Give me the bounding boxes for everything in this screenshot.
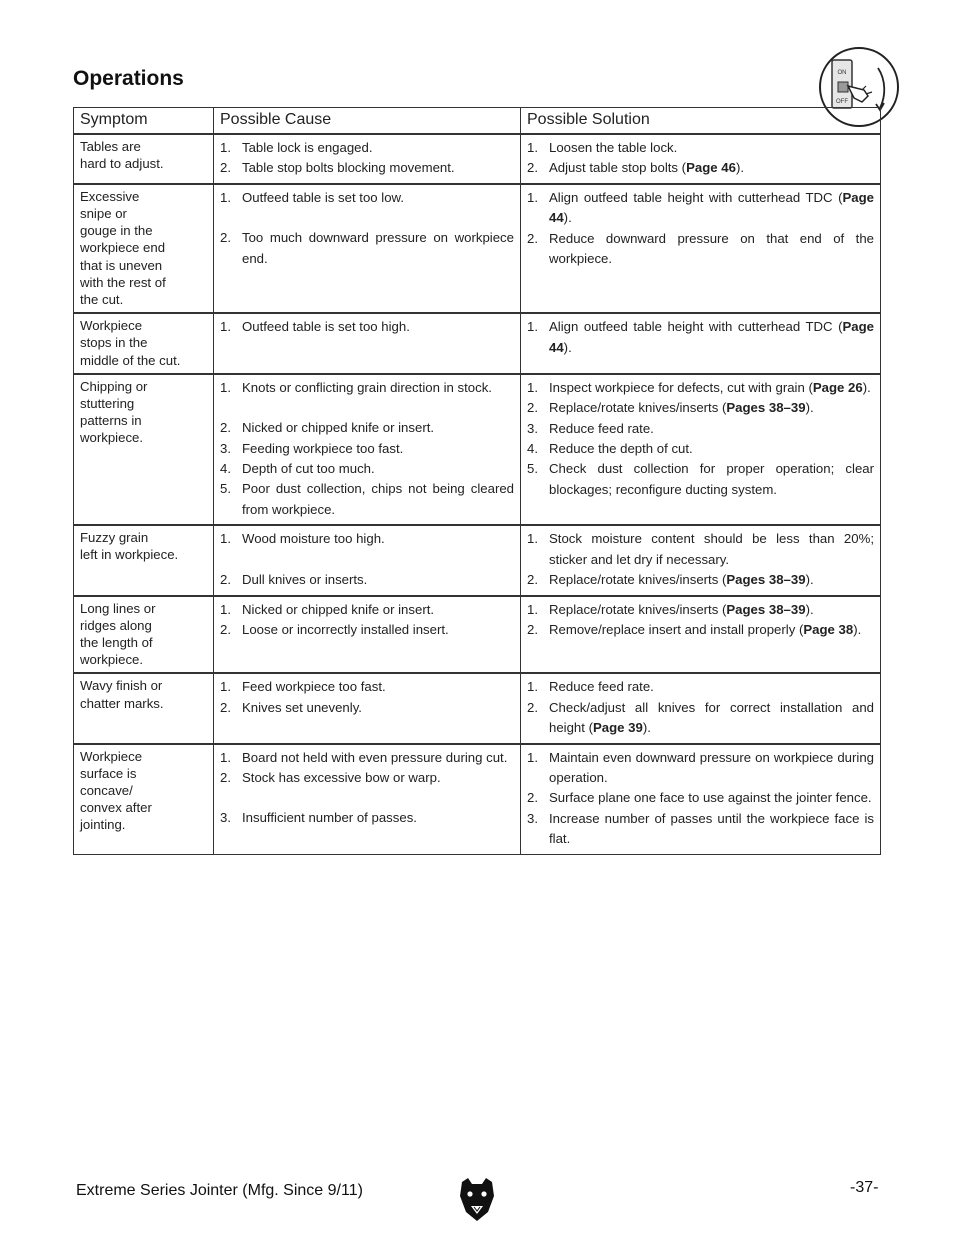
list-item <box>527 698 874 739</box>
solution-list <box>527 378 874 500</box>
list-item <box>527 600 874 620</box>
item-text <box>549 188 874 229</box>
item-text <box>242 620 514 640</box>
item-number: 2. <box>220 230 231 246</box>
list-item <box>527 677 874 697</box>
item-text <box>549 570 874 590</box>
item-number: 2. <box>220 571 231 587</box>
list-item <box>527 809 874 850</box>
header-possible-cause: Possible Cause <box>214 108 521 135</box>
item-text <box>242 459 514 479</box>
list-item <box>220 768 514 788</box>
header-symptom: Symptom <box>74 108 214 135</box>
cause-list <box>220 188 514 269</box>
list-item <box>220 418 514 438</box>
solution-cell <box>521 313 881 374</box>
page-reference: Page 38 <box>803 621 854 637</box>
item-text-body: Increase number of passes until the workpiece face is flat. <box>549 810 874 847</box>
item-text-body: Align outfeed table height with cutterhead TDC ( <box>549 319 843 335</box>
table-row <box>74 525 881 595</box>
solution-list <box>527 317 874 358</box>
item-number: 2. <box>527 230 538 246</box>
list-item <box>220 317 514 337</box>
list-item <box>220 158 514 178</box>
solution-cell <box>521 673 881 743</box>
item-text <box>242 677 514 697</box>
item-text-body: Loosen the table lock. <box>549 140 678 155</box>
item-text-suffix: ). <box>853 621 862 637</box>
solution-list <box>527 188 874 270</box>
item-text <box>242 158 514 178</box>
item-text-body: Insufficient number of passes. <box>242 810 417 826</box>
item-text-body: Too much downward pressure on workpiece end. <box>242 230 514 266</box>
item-text-body: Reduce feed rate. <box>549 679 654 695</box>
item-text <box>242 138 514 158</box>
table-row <box>74 596 881 674</box>
item-text <box>242 479 514 520</box>
list-item <box>527 788 874 808</box>
list-item <box>527 529 874 570</box>
item-text-suffix: ). <box>563 210 572 226</box>
list-item <box>527 398 874 418</box>
solution-list <box>527 138 874 179</box>
list-item <box>220 188 514 208</box>
item-text <box>549 229 874 270</box>
list-item <box>527 419 874 439</box>
item-number: 4. <box>527 441 538 457</box>
list-item <box>220 228 514 269</box>
item-text-body: Reduce feed rate. <box>549 420 654 436</box>
solution-list <box>527 600 874 641</box>
symptom-cell: Excessive snipe or gouge in the workpiece end that is uneven with the rest of the cut. <box>74 184 214 313</box>
list-item <box>220 600 514 620</box>
item-text-body: Adjust table stop bolts ( <box>549 160 687 176</box>
page-number: -37- <box>850 1179 879 1196</box>
item-text <box>549 378 874 398</box>
solution-list <box>527 677 874 738</box>
symptom-cell: Fuzzy grain left in workpiece. <box>74 525 214 595</box>
solution-cell <box>521 184 881 313</box>
solution-cell <box>521 525 881 595</box>
item-text-body: Reduce the depth of cut. <box>549 441 693 457</box>
table-row <box>74 313 881 374</box>
list-item <box>220 378 514 398</box>
item-text-suffix: ). <box>805 400 814 416</box>
item-text-suffix: ). <box>805 601 814 617</box>
list-item <box>220 748 514 768</box>
item-text-body: Check dust collection for proper operation; clear blockages; reconfigure ducting system. <box>549 461 874 497</box>
item-text <box>549 158 874 178</box>
cause-cell <box>214 134 521 184</box>
table-row <box>74 134 881 184</box>
item-number: 2. <box>527 621 538 637</box>
cause-cell <box>214 596 521 674</box>
item-number: 2. <box>527 790 538 806</box>
item-text-body: Stock moisture content should be less than 20%; sticker and let dry if necessary. <box>549 531 874 567</box>
item-text <box>549 600 874 620</box>
item-text <box>549 439 874 459</box>
list-item <box>220 620 514 640</box>
item-text-body: Table lock is engaged. <box>242 140 373 155</box>
item-text-body: Stock has excessive bow or warp. <box>242 769 441 785</box>
item-number: 1. <box>527 140 538 155</box>
list-item <box>527 158 874 178</box>
item-number: 2. <box>220 621 231 637</box>
list-item <box>220 138 514 158</box>
page-reference: Pages 38–39 <box>726 572 806 588</box>
item-number: 2. <box>220 160 231 176</box>
item-number: 3. <box>220 440 231 456</box>
item-text <box>549 809 874 850</box>
item-text <box>549 138 874 158</box>
solution-list <box>527 529 874 590</box>
table-row <box>74 184 881 313</box>
cause-cell <box>214 184 521 313</box>
item-number: 2. <box>527 400 538 416</box>
item-text-body: Loose or incorrectly installed insert. <box>242 621 449 637</box>
cause-cell <box>214 744 521 855</box>
page-reference: Page 26 <box>812 379 863 395</box>
item-text-body: Feeding workpiece too fast. <box>242 440 404 456</box>
list-item <box>527 317 874 358</box>
item-text-body: Inspect workpiece for defects, cut with grain ( <box>549 379 813 395</box>
list-item <box>527 459 874 500</box>
item-text <box>549 317 874 358</box>
item-text-body: Board not held with even pressure during cut. <box>242 749 508 765</box>
item-number: 1. <box>220 319 231 335</box>
item-text <box>549 620 874 640</box>
item-text-suffix: ). <box>563 339 572 355</box>
item-text-body: Replace/rotate knives/inserts ( <box>549 601 727 617</box>
item-text-suffix: ). <box>805 572 814 588</box>
item-text <box>549 748 874 789</box>
solution-cell <box>521 596 881 674</box>
item-text-body: Reduce downward pressure on that end of the workpiece. <box>549 230 874 267</box>
item-number: 4. <box>220 461 231 477</box>
item-number: 1. <box>527 601 538 617</box>
item-number: 5. <box>527 461 538 477</box>
item-number: 1. <box>220 531 231 547</box>
item-text <box>549 698 874 739</box>
item-text-body: Outfeed table is set too low. <box>242 189 405 205</box>
item-text <box>242 418 514 438</box>
cause-list <box>220 677 514 718</box>
item-number: 2. <box>527 160 538 176</box>
page-reference: Pages 38–39 <box>726 601 806 617</box>
item-text-body: Knives set unevenly. <box>242 699 362 715</box>
item-text-body: Feed workpiece too fast. <box>242 679 386 695</box>
cause-cell <box>214 374 521 525</box>
item-text <box>242 808 514 828</box>
item-text <box>242 570 514 590</box>
list-item <box>527 620 874 640</box>
item-text-body: Poor dust collection, chips not being cleared from workpiece. <box>242 481 514 517</box>
table-row <box>74 673 881 743</box>
item-text <box>549 419 874 439</box>
symptom-cell: Chipping or stuttering patterns in workpiece. <box>74 374 214 525</box>
solution-cell <box>521 374 881 525</box>
list-item <box>527 748 874 789</box>
list-item <box>527 138 874 158</box>
item-text <box>242 378 514 398</box>
cause-list <box>220 600 514 641</box>
symptom-cell: Workpiece surface is concave/ convex after jointing. <box>74 744 214 855</box>
list-item <box>527 229 874 270</box>
item-number: 2. <box>527 572 538 588</box>
item-text-body: Nicked or chipped knife or insert. <box>242 601 435 617</box>
item-number: 1. <box>527 531 538 547</box>
item-text <box>549 677 874 697</box>
cause-cell <box>214 313 521 374</box>
troubleshooting-table <box>73 107 881 855</box>
item-number: 1. <box>527 319 538 335</box>
cause-list <box>220 138 514 179</box>
list-item <box>220 570 514 590</box>
footer-manual-title: Extreme Series Jointer (Mfg. Since 9/11) <box>76 1182 363 1199</box>
cause-cell <box>214 673 521 743</box>
item-text-suffix: ). <box>735 160 744 176</box>
item-number: 1. <box>527 749 538 765</box>
item-text-body: Knots or conflicting grain direction in stock. <box>242 379 492 395</box>
item-number: 2. <box>220 769 231 785</box>
solution-cell <box>521 134 881 184</box>
page-reference: Pages 38–39 <box>726 400 806 416</box>
item-text <box>242 748 514 768</box>
list-item <box>527 439 874 459</box>
list-item <box>220 459 514 479</box>
solution-cell <box>521 744 881 855</box>
item-text-body: Surface plane one face to use against the jointer fence. <box>549 790 872 806</box>
item-number: 2. <box>527 699 538 715</box>
item-number: 1. <box>527 189 538 205</box>
item-text-suffix: ). <box>642 720 651 736</box>
item-text <box>242 228 514 269</box>
switch-off-label: OFF <box>836 99 848 105</box>
item-text-body: Check/adjust all knives for correct installation and height ( <box>549 699 874 736</box>
item-text-body: Maintain even downward pressure on workpiece during operation. <box>549 749 874 785</box>
table-header-row <box>74 108 881 135</box>
list-item <box>220 698 514 718</box>
list-item <box>527 378 874 398</box>
table-row <box>74 374 881 525</box>
symptom-cell: Long lines or ridges along the length of workpiece. <box>74 596 214 674</box>
item-number: 1. <box>527 679 538 695</box>
item-text-body: Table stop bolts blocking movement. <box>242 160 455 176</box>
item-text-body: Align outfeed table height with cutterhead TDC ( <box>549 189 843 205</box>
item-text <box>549 459 874 500</box>
list-item <box>220 439 514 459</box>
item-number: 1. <box>220 140 231 155</box>
page-title: Operations <box>73 67 184 90</box>
symptom-cell: Workpiece stops in the middle of the cut. <box>74 313 214 374</box>
page-reference: Page 44 <box>549 189 874 226</box>
header-possible-solution: Possible Solution <box>521 108 881 135</box>
list-item <box>527 188 874 229</box>
bear-logo-icon <box>458 1176 496 1222</box>
item-text <box>549 529 874 570</box>
item-text <box>242 529 514 549</box>
item-text <box>242 439 514 459</box>
item-number: 3. <box>527 810 538 826</box>
item-text <box>549 398 874 418</box>
item-text-body: Dull knives or inserts. <box>242 571 368 587</box>
list-item <box>527 570 874 590</box>
item-text-body: Remove/replace insert and install properly ( <box>549 621 804 637</box>
list-item <box>220 479 514 520</box>
item-text-body: Replace/rotate knives/inserts ( <box>549 572 727 588</box>
item-text <box>242 188 514 208</box>
item-number: 3. <box>527 420 538 436</box>
item-number: 3. <box>220 810 231 826</box>
cause-list <box>220 378 514 520</box>
item-number: 2. <box>220 420 231 436</box>
list-item <box>220 677 514 697</box>
page-reference: Page 44 <box>549 319 874 355</box>
list-item <box>220 808 514 828</box>
solution-list <box>527 748 874 850</box>
item-text <box>242 317 514 337</box>
item-number: 1. <box>220 749 231 765</box>
item-text-body: Replace/rotate knives/inserts ( <box>549 400 727 416</box>
item-text-body: Nicked or chipped knife or insert. <box>242 420 435 436</box>
page-reference: Page 39 <box>593 720 643 736</box>
item-number: 1. <box>527 379 538 395</box>
item-text <box>242 768 514 788</box>
cause-list <box>220 317 514 337</box>
symptom-cell: Tables are hard to adjust. <box>74 134 214 184</box>
item-text-body: Depth of cut too much. <box>242 461 375 477</box>
item-number: 1. <box>220 601 231 617</box>
item-text-suffix: ). <box>862 379 871 395</box>
list-item <box>220 529 514 549</box>
page-reference: Page 46 <box>686 160 736 176</box>
item-number: 1. <box>220 189 231 205</box>
table-row <box>74 744 881 855</box>
item-text <box>242 698 514 718</box>
cause-list <box>220 529 514 590</box>
item-text <box>242 600 514 620</box>
cause-cell <box>214 525 521 595</box>
item-text-body: Outfeed table is set too high. <box>242 319 410 335</box>
item-text <box>549 788 874 808</box>
symptom-cell: Wavy finish or chatter marks. <box>74 673 214 743</box>
item-number: 5. <box>220 481 231 497</box>
cause-list <box>220 748 514 829</box>
switch-on-label: ON <box>837 70 847 76</box>
item-number: 1. <box>220 679 231 695</box>
item-number: 2. <box>220 699 231 715</box>
item-text-body: Wood moisture too high. <box>242 531 385 547</box>
item-number: 1. <box>220 379 231 395</box>
